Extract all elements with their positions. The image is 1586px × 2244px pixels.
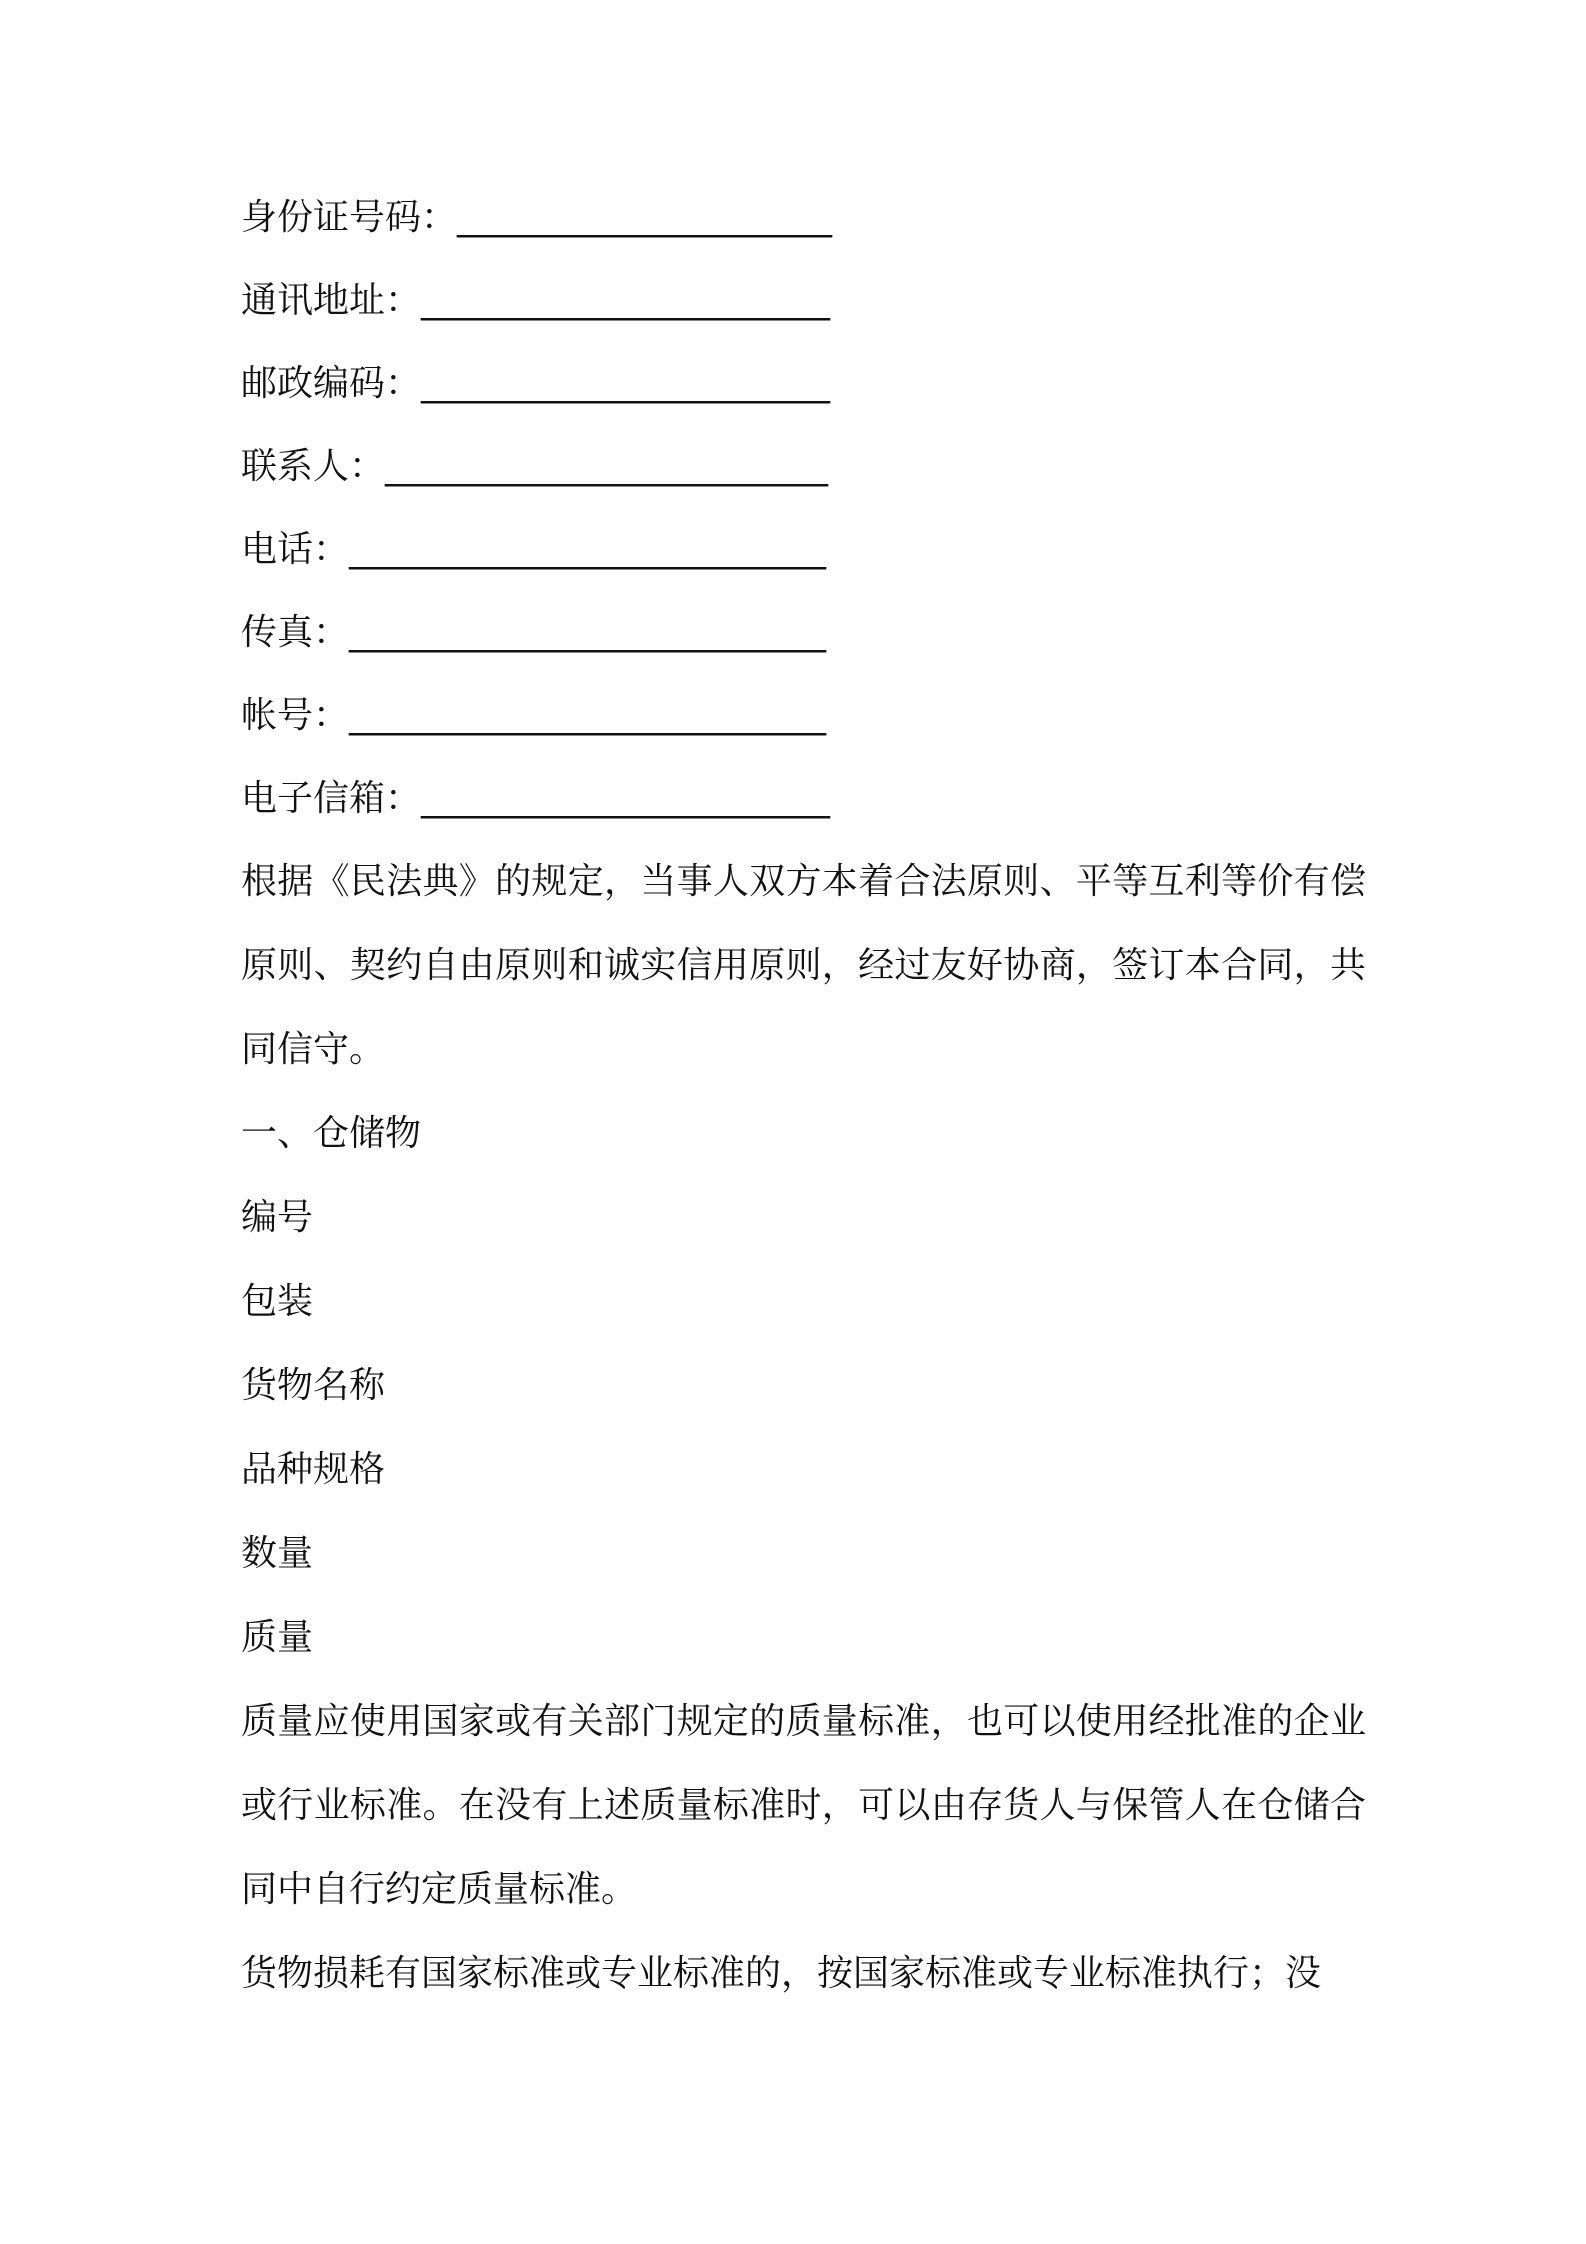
contact-person-label: 联系人： (241, 446, 386, 487)
id-number-label: 身份证号码： (241, 197, 458, 238)
contract-body (241, 196, 1366, 2016)
item-goods-name: 货物名称 (241, 1365, 386, 1406)
item-packaging: 包装 (241, 1281, 314, 1322)
account-field[interactable] (241, 694, 1366, 738)
section-1-title: 一、仓储物 (241, 1113, 422, 1154)
quality-paragraph: 质量应使用国家或有关部门规定的质量标准，也可以使用经批准的企业或行业标准。在没有上述质量标准时，可以由存货人与保管人在仓储合同中自行约定质量标准。 (241, 1701, 1366, 1910)
address-label: 通讯地址： (241, 280, 422, 321)
phone-field[interactable] (241, 528, 1366, 572)
id-number-blank[interactable]: ______________________ (457, 197, 832, 238)
phone-blank[interactable]: ____________________________ (349, 529, 826, 570)
email-field[interactable] (241, 777, 1366, 821)
item-number: 编号 (241, 1197, 314, 1238)
id-number-field[interactable] (241, 196, 1366, 240)
contact-person-field[interactable] (241, 445, 1366, 489)
fax-blank[interactable]: ____________________________ (349, 612, 826, 653)
address-blank[interactable]: ________________________ (421, 280, 830, 321)
intro-paragraph: 根据《民法典》的规定，当事人双方本着合法原则、平等互利等价有偿原则、契约自由原则和诚实信用原则，经过友好协商，签订本合同，共同信守。 (241, 861, 1366, 1070)
postal-code-label: 邮政编码： (241, 363, 422, 404)
item-quality: 质量 (241, 1617, 314, 1658)
fax-field[interactable] (241, 611, 1366, 655)
account-label: 帐号： (241, 695, 350, 736)
phone-label: 电话： (241, 529, 350, 570)
postal-code-blank[interactable]: ________________________ (421, 363, 830, 404)
email-label: 电子信箱： (241, 778, 422, 819)
loss-paragraph: 货物损耗有国家标准或专业标准的，按国家标准或专业标准执行；没 (241, 1953, 1322, 1994)
account-blank[interactable]: ____________________________ (349, 695, 826, 736)
fax-label: 传真： (241, 612, 350, 653)
item-variety-spec: 品种规格 (241, 1449, 386, 1490)
contact-person-blank[interactable]: __________________________ (385, 446, 828, 487)
postal-code-field[interactable] (241, 362, 1366, 406)
item-quantity: 数量 (241, 1533, 314, 1574)
address-field[interactable] (241, 279, 1366, 323)
email-blank[interactable]: ________________________ (421, 778, 830, 819)
